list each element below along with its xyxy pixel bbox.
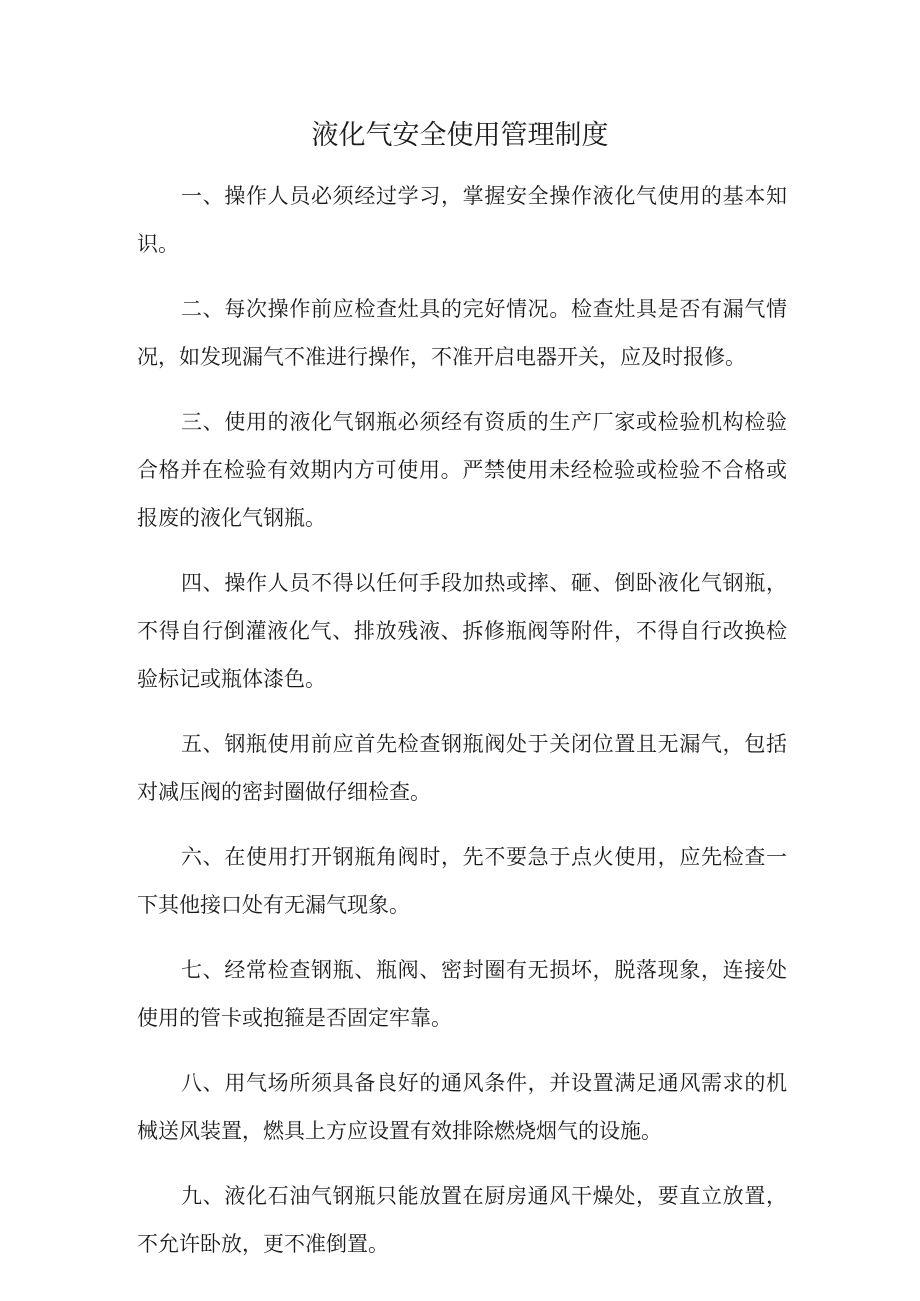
document-title: 液化气安全使用管理制度	[311, 120, 609, 151]
paragraph-6: 六、在使用打开钢瓶角阀时，先不要急于点火使用，应先检查一下其他接口处有无漏气现象。	[137, 845, 787, 917]
paragraph-5: 五、钢瓶使用前应首先检查钢瓶阀处于关闭位置且无漏气，包括对减压阀的密封圈做仔细检查。	[137, 732, 787, 804]
paragraph-9: 九、液化石油气钢瓶只能放置在厨房通风干燥处，要直立放置，不允许卧放，更不准倒置。	[137, 1184, 787, 1256]
paragraph-1: 一、操作人员必须经过学习，掌握安全操作液化气使用的基本知识。	[137, 184, 787, 256]
paragraph-2: 二、每次操作前应检查灶具的完好情况。检查灶具是否有漏气情况，如发现漏气不准进行操作，不准开启电器开关，应及时报修。	[137, 297, 787, 369]
paragraph-3: 三、使用的液化气钢瓶必须经有资质的生产厂家或检验机构检验合格并在检验有效期内方可使用。严禁使用未经检验或检验不合格或报废的液化气钢瓶。	[137, 410, 787, 530]
paragraph-7: 七、经常检查钢瓶、瓶阀、密封圈有无损坏，脱落现象，连接处使用的管卡或抱箍是否固定牢靠。	[137, 958, 787, 1030]
document-body	[137, 172, 787, 1285]
paragraph-8: 八、用气场所须具备良好的通风条件，并设置满足通风需求的机械送风装置，燃具上方应设置有效排除燃烧烟气的设施。	[137, 1071, 787, 1143]
paragraph-4: 四、操作人员不得以任何手段加热或摔、砸、倒卧液化气钢瓶，不得自行倒灌液化气、排放残液、拆修瓶阀等附件，不得自行改换检验标记或瓶体漆色。	[137, 571, 787, 691]
